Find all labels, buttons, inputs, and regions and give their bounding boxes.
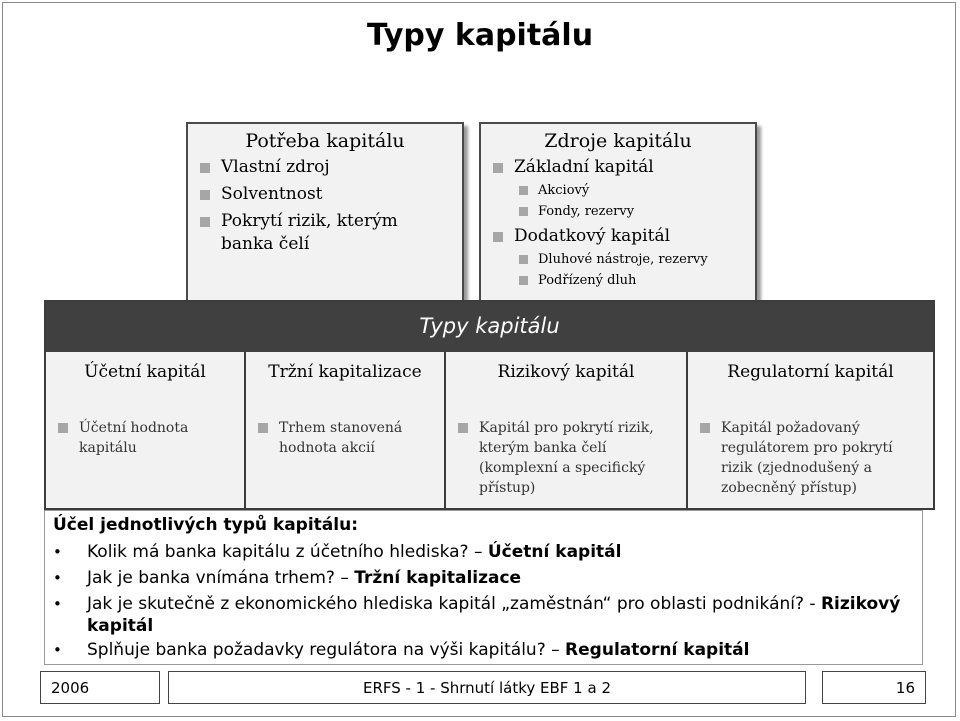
square-bullet-icon (200, 163, 210, 173)
type-description: Účetní hodnota kapitálu (58, 418, 236, 458)
type-column-risk (444, 352, 686, 508)
bullet-dot-icon: • (53, 543, 62, 561)
square-bullet-icon (519, 276, 528, 285)
purpose-heading: Účel jednotlivých typů kapitálu: (53, 515, 359, 535)
sub-list-item: Akciový (519, 182, 755, 200)
type-column-market (244, 352, 444, 508)
capital-types-table (44, 300, 935, 510)
square-bullet-icon (200, 190, 210, 200)
square-bullet-icon (200, 217, 210, 227)
type-name: Regulatorní kapitál (727, 362, 894, 382)
footer-page-number: 16 (822, 671, 926, 704)
type-column-regulatory (686, 352, 933, 508)
list-item: Vlastní zdroj (200, 156, 462, 179)
square-bullet-icon (458, 423, 468, 433)
type-name: Rizikový kapitál (497, 362, 635, 382)
bullet-dot-icon: • (53, 641, 62, 659)
sub-list-item: Fondy, rezervy (519, 203, 755, 221)
type-name: Účetní kapitál (84, 362, 206, 382)
square-bullet-icon (700, 423, 710, 433)
capital-types-title: Typy kapitálu (419, 314, 560, 338)
capital-sources-title: Zdroje kapitálu (544, 130, 692, 152)
sub-list-item: Podřízený dluh (519, 272, 755, 290)
square-bullet-icon (58, 423, 68, 433)
list-item: Základní kapitál (493, 156, 755, 179)
footer-title: ERFS - 1 - Shrnutí látky EBF 1 a 2 (168, 671, 806, 704)
list-item: Dodatkový kapitál (493, 225, 755, 248)
bullet-dot-icon: • (53, 569, 62, 587)
square-bullet-icon (258, 423, 268, 433)
purpose-section (44, 510, 923, 665)
type-description: Kapitál požadovaný regulátorem pro pokrytí rizik (zjednodušený a zobecněný přístup) (700, 418, 925, 498)
list-item: • Jak je skutečně z ekonomického hlediska kapitál „zaměstnán“ pro oblasti podnikání? - Rizikový kapitál (53, 594, 901, 636)
capital-types-header (46, 302, 933, 352)
sub-list-item: Dluhové nástroje, rezervy (519, 251, 755, 269)
list-item: Solventnost (200, 183, 462, 206)
square-bullet-icon (493, 232, 503, 242)
type-column-accounting (46, 352, 244, 508)
capital-need-title: Potřeba kapitálu (245, 130, 405, 152)
type-name: Tržní kapitalizace (268, 362, 422, 382)
bullet-dot-icon: • (53, 595, 62, 613)
list-item: Pokrytí rizik, kterým banka čelí (200, 210, 462, 256)
square-bullet-icon (519, 186, 528, 195)
square-bullet-icon (519, 207, 528, 216)
capital-need-box (186, 122, 464, 312)
list-item: • Kolik má banka kapitálu z účetního hlediska? – Účetní kapitál (53, 542, 622, 562)
list-item: • Splňuje banka požadavky regulátora na výši kapitálu? – Regulatorní kapitál (53, 640, 750, 660)
list-item: • Jak je banka vnímána trhem? – Tržní kapitalizace (53, 568, 522, 588)
type-description: Kapitál pro pokrytí rizik, kterým banka čelí (komplexní a specifický přístup) (458, 418, 678, 498)
square-bullet-icon (493, 163, 503, 173)
square-bullet-icon (519, 255, 528, 264)
slide-title: Typy kapitálu (366, 18, 594, 53)
footer-year: 2006 (40, 671, 160, 704)
type-description: Trhem stanovená hodnota akcií (258, 418, 436, 458)
capital-sources-box (479, 122, 757, 312)
